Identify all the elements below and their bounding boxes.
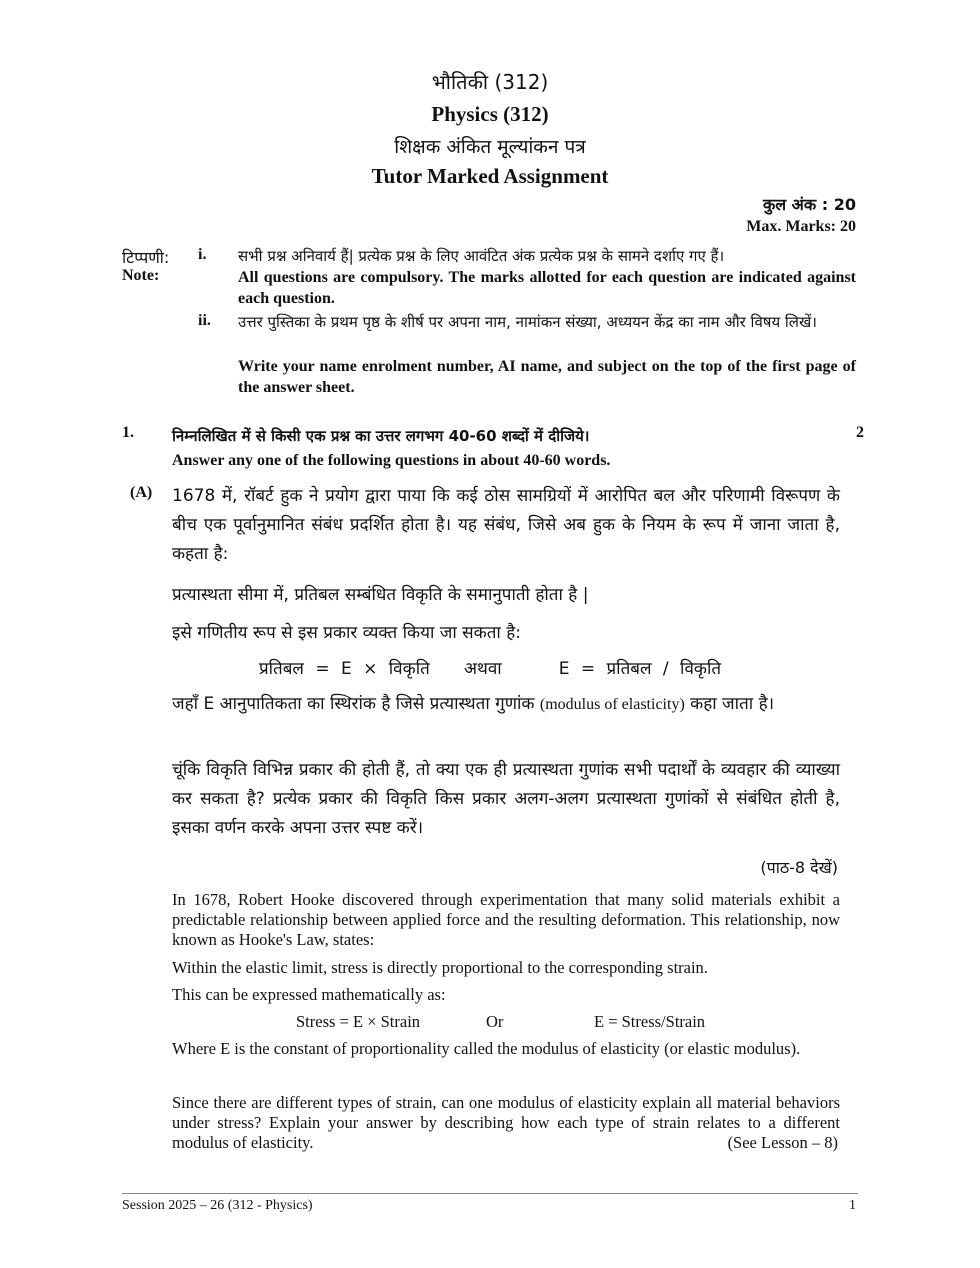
part-a-english-equation-left: Stress = E × Strain — [296, 1012, 421, 1031]
note-ii-english: Write your name enrolment number, AI name, and subject on the top of the first page of the answer sheet. — [238, 358, 856, 396]
part-a-english-expression-intro: This can be expressed mathematically as: — [172, 985, 446, 1004]
note-i-english: All questions are compulsory. The marks allotted for each question are indicated against each question. — [238, 269, 856, 307]
part-a-english-reference: (See Lesson – 8) — [727, 1133, 838, 1152]
part-a-hindi-intro: 1678 में, रॉबर्ट हुक ने प्रयोग द्वारा पाया कि कई ठोस सामग्रियों में आरोपित बल और परिणामी विरूपण के बीच एक पूर्वानुमानित संबंध प्रदर्शित होता है। यह संबंध, जिसे अब हुक के नियम के रूप में जाना जाता है, कहता है: — [172, 486, 840, 564]
part-a-english-where: Where E is the constant of proportionality called the modulus of elasticity (or elastic modulus). — [172, 1039, 801, 1058]
part-a-english-question: Since there are different types of strain, can one modulus of elasticity explain all material behaviors under stress? Explain your answer by describing how each type of strain relates to a different modulus of elasticity. — [172, 1093, 840, 1152]
note-numeral-i: i. — [198, 246, 207, 263]
footer-session: Session 2025 – 26 (312 - Physics) — [122, 1198, 313, 1213]
part-a-hindi-law: प्रत्यास्थता सीमा में, प्रतिबल सम्बंधित विकृति के समानुपाती होता है | — [172, 585, 589, 605]
part-a-hindi-reference: (पाठ-8 देखें) — [760, 858, 838, 877]
part-a-english-law: Within the elastic limit, stress is directly proportional to the corresponding strain. — [172, 958, 708, 977]
max-marks-english: Max. Marks: 20 — [746, 218, 856, 235]
part-a-english-equation-or: Or — [486, 1012, 504, 1031]
subtitle-hindi: शिक्षक अंकित मूल्यांकन पत्र — [394, 136, 586, 158]
part-a-english-equation-right: E = Stress/Strain — [594, 1012, 706, 1031]
note-ii-hindi: उत्तर पुस्तिका के प्रथम पृष्ठ के शीर्ष पर अपना नाम, नामांकन संख्या, अध्ययन केंद्र का नाम और विषय लिखें। — [238, 313, 817, 331]
hindi-where-english-term: (modulus of elasticity) — [539, 696, 685, 713]
footer-rule — [122, 1193, 858, 1194]
note-label-english: Note: — [122, 267, 160, 284]
max-marks-hindi: कुल अंक : 20 — [762, 195, 856, 214]
title-english: Physics (312) — [431, 102, 549, 126]
part-a-hindi-equation: प्रतिबल = E × विकृति अथवा E = प्रतिबल / विकृति — [258, 659, 722, 679]
footer-page-number: 1 — [849, 1198, 856, 1213]
part-a-english-intro: In 1678, Robert Hooke discovered through experimentation that many solid materials exhibit a predictable relationship between applied force and the resulting deformation. This relationship, now known as Hooke's Law, states: — [172, 890, 840, 949]
part-a-label: (A) — [130, 484, 153, 501]
subtitle-english: Tutor Marked Assignment — [371, 164, 609, 188]
title-hindi: भौतिकी (312) — [431, 70, 549, 94]
note-numeral-ii: ii. — [198, 312, 211, 329]
part-a-hindi-where — [172, 690, 840, 719]
hindi-where-pre: जहाँ E आनुपातिकता का स्थिरांक है जिसे प्रत्यास्थता गुणांक — [172, 694, 540, 714]
note-label-hindi: टिप्पणी: — [122, 248, 170, 267]
instruction-english: Answer any one of the following questions in about 40-60 words. — [172, 452, 611, 469]
question-number: 1. — [122, 424, 134, 441]
note-i-hindi: सभी प्रश्न अनिवार्य हैं| प्रत्येक प्रश्न के लिए आवंटित अंक प्रत्येक प्रश्न के सामने दर्शाए गए हैं। — [238, 247, 725, 265]
part-a-hindi-expression-intro: इसे गणितीय रूप से इस प्रकार व्यक्त किया जा सकता है: — [172, 623, 521, 643]
question-marks: 2 — [856, 424, 864, 441]
hindi-where-post: कहा जाता है। — [684, 694, 775, 714]
instruction-hindi: निम्नलिखित में से किसी एक प्रश्न का उत्तर लगभग 40-60 शब्दों में दीजिये। — [172, 427, 590, 445]
part-a-hindi-question: चूंकि विकृति विभिन्न प्रकार की होती हैं, तो क्या एक ही प्रत्यास्थता गुणांक सभी पदार्थों के व्यवहार की व्याख्या कर सकता है? प्रत्येक प्रकार की विकृति किस प्रकार अलग-अलग प्रत्यास्थता गुणांकों से संबंधित होती है, इसका वर्णन करके अपना उत्तर स्पष्ट करें। — [172, 760, 840, 838]
